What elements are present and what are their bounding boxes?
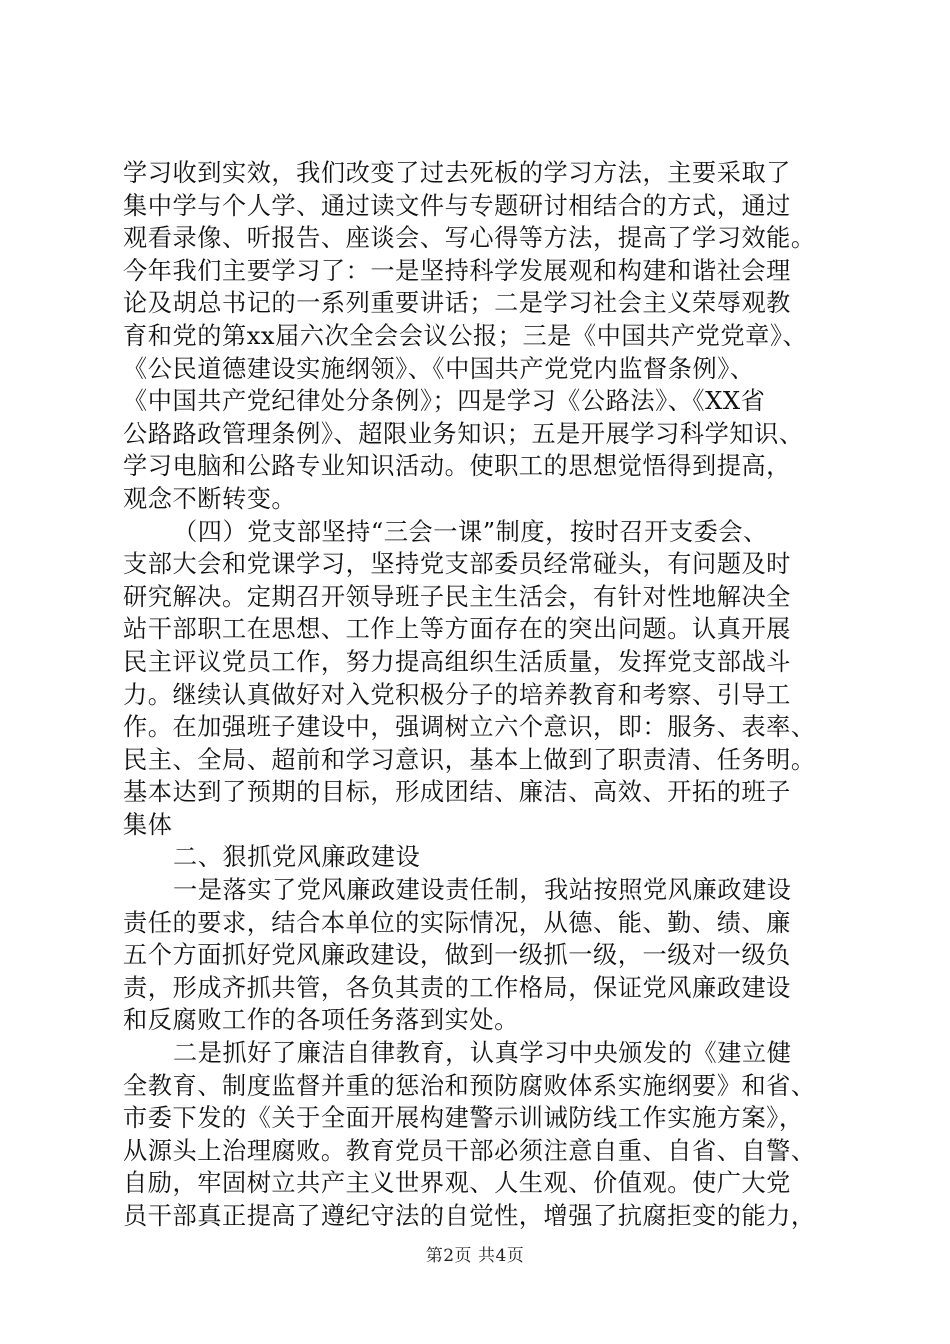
document-body	[123, 157, 838, 1233]
text-line: 《公民道德建设实施纲领》、《中国共产党党内监督条例》、	[123, 354, 755, 383]
text-line: 《中国共产党纪律处分条例》；四是学习《公路法》、《XX省	[123, 387, 766, 416]
text-line: 二是抓好了廉洁自律教育，认真学习中央颁发的《建立健	[173, 1039, 792, 1068]
text-line: 基本达到了预期的目标，形成团结、廉洁、高效、开拓的班子	[123, 778, 791, 807]
text-line: 民主评议党员工作，努力提高组织生活质量，发挥党支部战斗	[123, 647, 791, 676]
text-line: 五个方面抓好党风廉政建设，做到一级抓一级，一级对一级负	[123, 941, 791, 970]
text-line: 一是落实了党风廉政建设责任制，我站按照党风廉政建设	[173, 876, 792, 905]
text-line: 支部大会和党课学习，坚持党支部委员经常碰头，有问题及时	[123, 550, 791, 579]
text-line: （四）党支部坚持“三会一课”制度，按时召开支委会、	[173, 517, 768, 546]
text-line: 育和党的第xx届六次全会会议公报；三是《中国共产党党章》、	[123, 321, 808, 350]
text-line: 二、狠抓党风廉政建设	[173, 843, 421, 872]
text-line: 学习收到实效，我们改变了过去死板的学习方法，主要采取了	[123, 159, 791, 187]
text-line: 责任的要求，结合本单位的实际情况，从德、能、勤、绩、廉	[123, 908, 791, 937]
text-line: 自励，牢固树立共产主义世界观、人生观、价值观。使广大党	[123, 1169, 791, 1198]
text-line: 责，形成齐抓共管，各负其责的工作格局，保证党风廉政建设	[123, 973, 791, 1002]
text-line: 民主、全局、超前和学习意识，基本上做到了职责清、任务明。	[123, 745, 816, 774]
text-line: 站干部职工在思想、工作上等方面存在的突出问题。认真开展	[123, 615, 791, 644]
text-line: 论及胡总书记的一系列重要讲话；二是学习社会主义荣辱观教	[123, 289, 791, 318]
text-line: 研究解决。定期召开领导班子民主生活会，有针对性地解决全	[123, 582, 791, 611]
text-line: 观看录像、听报告、座谈会、写心得等方法，提高了学习效能。	[123, 224, 816, 253]
text-line: 学习电脑和公路专业知识活动。使职工的思想觉悟得到提高，	[123, 452, 791, 481]
text-line: 员干部真正提高了遵纪守法的自觉性，增强了抗腐拒变的能力，	[123, 1202, 816, 1230]
text-line: 力。继续认真做好对入党积极分子的培养教育和考察、引导工	[123, 680, 791, 709]
text-line: 和反腐败工作的各项任务落到实处。	[123, 1006, 519, 1035]
text-line: 集中学与个人学、通过读文件与专题研讨相结合的方式，通过	[123, 191, 791, 220]
text-line: 观念不断转变。	[123, 484, 297, 513]
text-line: 集体	[123, 810, 173, 839]
text-line: 今年我们主要学习了：一是坚持科学发展观和构建和谐社会理	[123, 256, 791, 285]
text-line: 全教育、制度监督并重的惩治和预防腐败体系实施纲要》和省、	[123, 1071, 816, 1100]
text-line: 市委下发的《关于全面开展构建警示训诫防线工作实施方案》，	[123, 1104, 804, 1133]
text-line: 作。在加强班子建设中，强调树立六个意识，即：服务、表率、	[123, 713, 816, 742]
text-line: 从源头上治理腐败。教育党员干部必须注意自重、自省、自警、	[123, 1136, 816, 1165]
text-line: 公路路政管理条例》、超限业务知识；五是开展学习科学知识、	[123, 419, 804, 448]
page-number-footer: 第2页 共4页	[425, 1246, 525, 1266]
